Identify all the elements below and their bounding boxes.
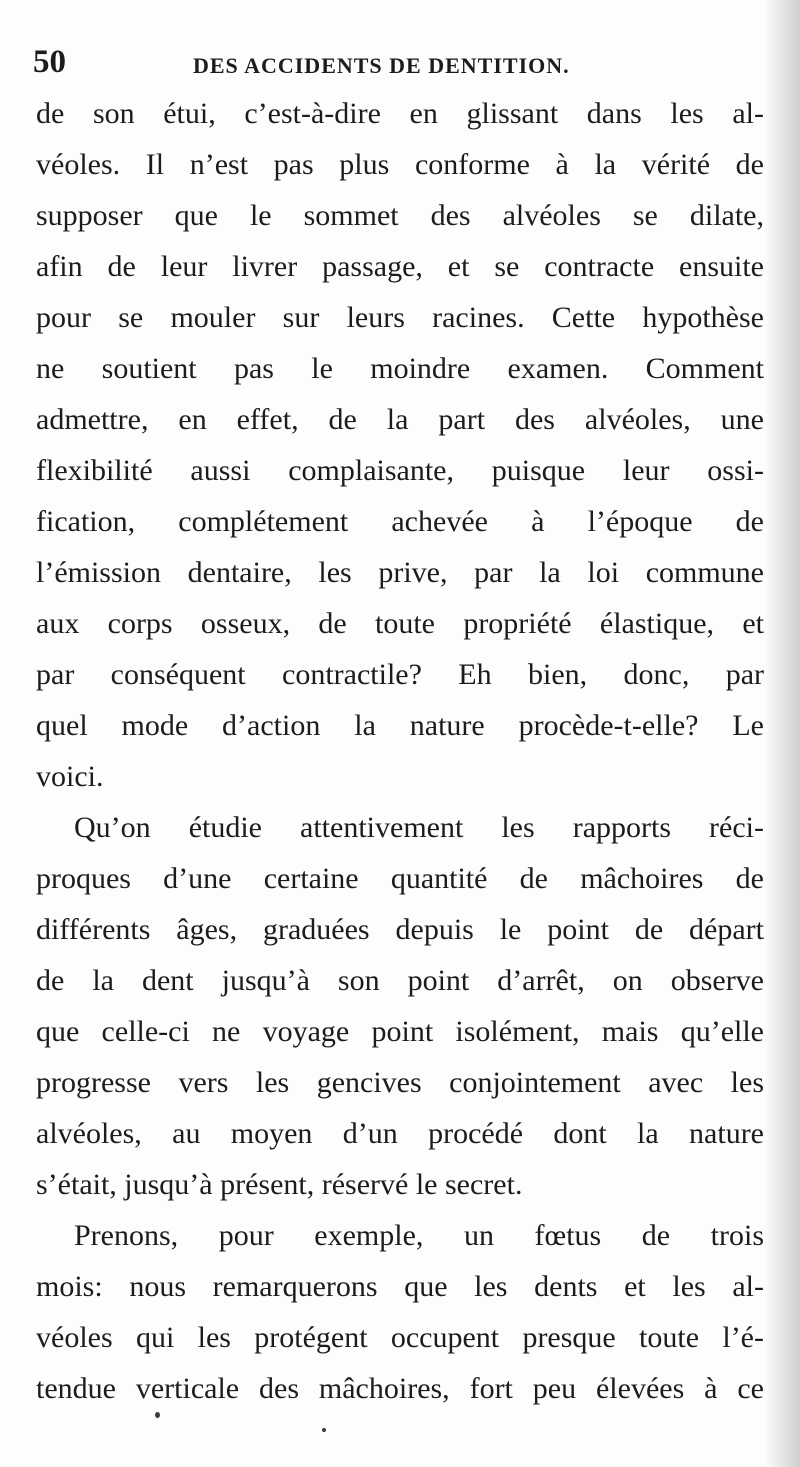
page-header [33, 42, 763, 88]
text-line: aux corps osseux, de toute propriété élastique, et [36, 607, 764, 640]
text-line: fication, complétement achevée à l’époque de [36, 505, 764, 538]
text-line: afin de leur livrer passage, et se contracte ensuite [36, 250, 764, 283]
text-line: ne soutient pas le moindre examen. Comment [36, 352, 764, 385]
text-line: par conséquent contractile? Eh bien, donc, par [36, 658, 764, 691]
text-line: mois: nous remarquerons que les dents et les al- [36, 1270, 764, 1303]
text-line: de son étui, c’est-à-dire en glissant dans les al- [36, 97, 764, 130]
text-line: différents âges, graduées depuis le point de départ [36, 913, 764, 946]
text-line: alvéoles, au moyen d’un procédé dont la nature [36, 1117, 764, 1150]
text-line: de la dent jusqu’à son point d’arrêt, on observe [36, 964, 764, 997]
text-line: flexibilité aussi complaisante, puisque leur ossi- [36, 454, 764, 487]
running-head: DES ACCIDENTS DE DENTITION. [193, 53, 570, 78]
text-line: admettre, en effet, de la part des alvéoles, une [36, 403, 764, 436]
text-line: quel mode d’action la nature procède-t-elle? Le [36, 709, 764, 742]
text-line: Prenons, pour exemple, un fœtus de trois [74, 1219, 764, 1252]
text-line: tendue verticale des mâchoires, fort peu élevées à ce [36, 1372, 764, 1405]
text-line: que celle-ci ne voyage point isolément, mais qu’elle [36, 1015, 764, 1048]
text-line: l’émission dentaire, les prive, par la loi commune [36, 556, 764, 589]
text-line: pour se mouler sur leurs racines. Cette hypothèse [36, 301, 764, 334]
text-line: s’était, jusqu’à présent, réservé le secret. [36, 1168, 523, 1201]
text-line: voici. [36, 760, 104, 793]
text-line: proques d’une certaine quantité de mâchoires de [36, 862, 764, 895]
text-line: véoles qui les protégent occupent presque toute l’é- [36, 1321, 764, 1354]
page-edge-shadow [764, 0, 800, 1467]
text-line: progresse vers les gencives conjointement avec les [36, 1066, 764, 1099]
ink-speck [155, 1412, 160, 1418]
page-number: 50 [33, 44, 66, 80]
text-line: véoles. Il n’est pas plus conforme à la vérité de [36, 148, 764, 181]
text-line: supposer que le sommet des alvéoles se dilate, [36, 199, 764, 232]
ink-speck [322, 1428, 326, 1432]
text-line: Qu’on étudie attentivement les rapports réci- [74, 811, 764, 844]
body-text [36, 88, 764, 1414]
